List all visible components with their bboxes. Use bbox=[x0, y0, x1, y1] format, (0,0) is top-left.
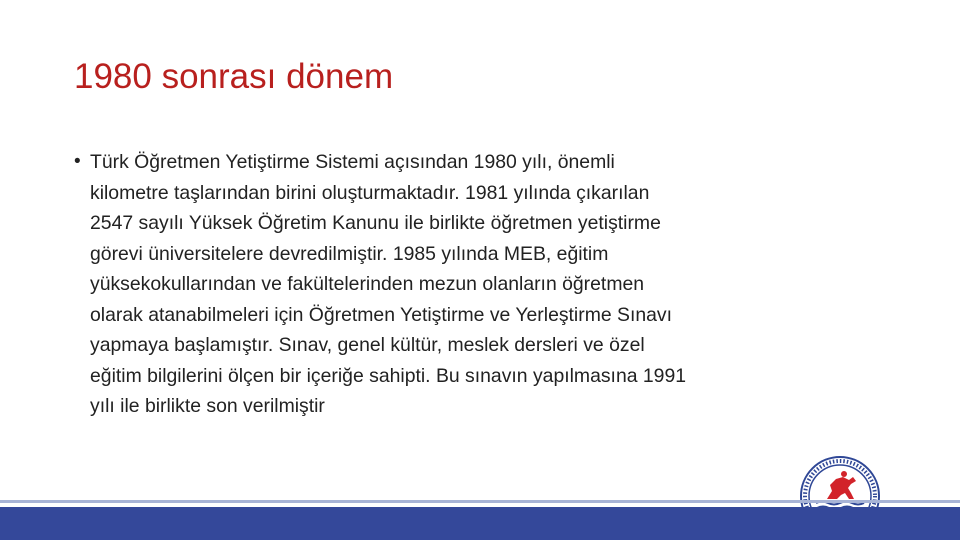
bullet-line: kilometre taşlarından birini oluşturmaktadır. 1981 yılında çıkarılan bbox=[90, 181, 650, 204]
bullet-line: olarak atanabilmeleri için Öğretmen Yetiştirme ve Yerleştirme Sınavı bbox=[90, 303, 672, 326]
bullet-list bbox=[74, 147, 864, 422]
slide-title: 1980 sonrası dönem bbox=[74, 57, 394, 96]
bullet-item bbox=[74, 147, 864, 422]
bullet-marker: • bbox=[74, 151, 81, 172]
bullet-line: eğitim bilgilerini ölçen bir içeriğe sahipti. Bu sınavın yapılmasına 1991 bbox=[90, 364, 687, 387]
bullet-line: yüksekokullarından ve fakültelerinden mezun olanların öğretmen bbox=[90, 273, 645, 295]
footer-divider bbox=[0, 500, 960, 503]
bullet-line: 2547 sayılı Yüksek Öğretim Kanunu ile birlikte öğretmen yetiştirme bbox=[90, 212, 661, 234]
bullet-line: yapmaya başlamıştır. Sınav, genel kültür, meslek dersleri ve özel bbox=[90, 334, 645, 356]
bullet-line: görevi üniversitelere devredilmiştir. 1985 yılında MEB, eğitim bbox=[90, 242, 609, 265]
bullet-line: Türk Öğretmen Yetiştirme Sistemi açısından 1980 yılı, önemli bbox=[90, 151, 615, 173]
bullet-line: yılı ile birlikte son verilmiştir bbox=[90, 395, 325, 417]
footer-bar bbox=[0, 507, 960, 540]
